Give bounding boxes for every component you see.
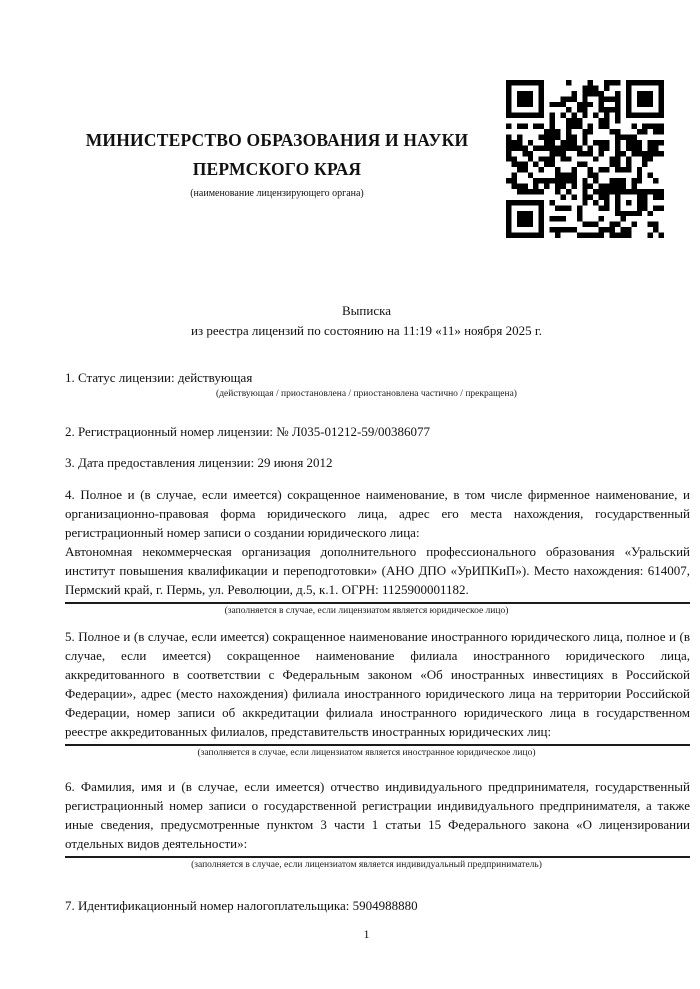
issuing-authority-line1: МИНИСТЕРСТВО ОБРАЗОВАНИЯ И НАУКИ — [85, 130, 469, 150]
legal-entity-caption: (заполняется в случае, если лицензиатом является юридическое лицо) — [224, 606, 509, 616]
title-line1: Выписка — [342, 303, 391, 318]
license-status-caption: (действующая / приостановлена / приостановлена частично / прекращена) — [216, 389, 517, 399]
section-legal-entity — [65, 485, 690, 618]
legal-entity-question: 4. Полное и (в случае, если имеется) сокращенное наименование, в том числе фирменное наименование, и организационно-правовая форма юридического лица, адрес его места нахождения, государственный регистрационный номер записи о создании юридического лица: — [65, 487, 690, 540]
page-number: 1 — [363, 927, 370, 941]
document-header — [65, 126, 489, 201]
registration-number-text: 2. Регистрационный номер лицензии: № Л035-01212-59/00386077 — [65, 424, 431, 439]
section-license-status — [65, 368, 690, 401]
section-foreign-entity — [65, 627, 690, 760]
qr-code-icon — [506, 80, 664, 238]
individual-entrepreneur-caption: (заполняется в случае, если лицензиатом является индивидуальный предприниматель) — [191, 860, 542, 870]
legal-entity-value: Автономная некоммерческая организация дополнительного профессионального образования «Уральский институт повышения квалификации и переподготовки» (АНО ДПО «УрИПКиП»). Место нахождения: 614007, Пермский край, г. Пермь, ул. Революции, д.5, к.1. ОГРН: 1125900001182. — [65, 544, 690, 597]
document-body — [65, 368, 690, 915]
title-line2: из реестра лицензий по состоянию на 11:19 «11» ноября 2025 г. — [191, 322, 542, 338]
section-individual-entrepreneur — [65, 777, 690, 872]
license-status-text: 1. Статус лицензии: действующая — [65, 370, 253, 385]
foreign-entity-caption: (заполняется в случае, если лицензиатом является иностранное юридическое лицо) — [197, 748, 536, 758]
fill-in-rule — [65, 744, 690, 746]
section-grant-date — [65, 453, 690, 472]
section-registration-number — [65, 422, 690, 441]
individual-entrepreneur-question: 6. Фамилия, имя и (в случае, если имеется) отчество индивидуального предпринимателя, государственный регистрационный номер записи о государственной регистрации индивидуального предпринимателя, а также иные сведения, предусмотренные пунктом 3 части 1 статьи 15 Федерального закона «О лицензировании отдельных видов деятельности»: — [65, 779, 690, 851]
fill-in-rule — [65, 856, 690, 858]
issuing-authority-line2: ПЕРМСКОГО КРАЯ — [192, 158, 362, 179]
foreign-entity-question: 5. Полное и (в случае, если имеется) сокращенное наименование иностранного юридического лица, полное и (в случае, если имеется) сокращенное наименование филиала иностранного юридического лица, аккредитованного в соответствии с Федеральным законом «Об иностранных инвестициях в Российской Федерации», адрес (место нахождения) филиала иностранного юридического лица на территории Российской Федерации, номер записи об аккредитации филиала иностранного юридического лица в государственном реестре аккредитованных филиалов, представительств иностранных юридических лиц: — [65, 629, 690, 739]
document-title — [65, 301, 668, 340]
section-taxpayer-id — [65, 896, 690, 915]
issuing-authority-caption: (наименование лицензирующего органа) — [190, 188, 364, 199]
fill-in-rule — [65, 602, 690, 604]
taxpayer-id-text: 7. Идентификационный номер налогоплательщика: 5904988880 — [65, 898, 418, 913]
grant-date-text: 3. Дата предоставления лицензии: 29 июня 2012 — [65, 455, 333, 470]
